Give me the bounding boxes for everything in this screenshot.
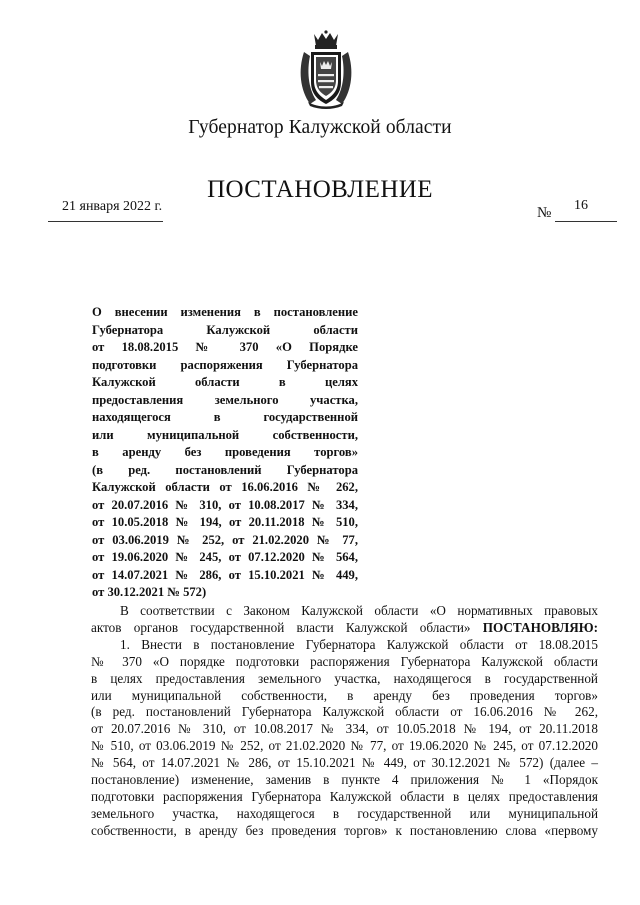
subject-line: от 18.08.2015 № 370 «О Порядке bbox=[92, 340, 358, 354]
item-line: № 370 «О порядке подготовки распоряжения Губернатора Калужской области bbox=[91, 653, 598, 669]
subject-line: в аренду без проведения торгов» bbox=[92, 445, 358, 459]
issuing-authority: Губернатор Калужской области bbox=[188, 117, 452, 138]
subject-line: от 14.07.2021 № 286, от 15.10.2021 № 449, bbox=[92, 567, 358, 582]
subject-line: от 19.06.2020 № 245, от 07.12.2020 № 564, bbox=[92, 550, 358, 564]
item-line: земельного участка, находящегося в государственной или муниципальной bbox=[91, 805, 598, 821]
subject-line: Губернатора Калужской области bbox=[92, 322, 358, 337]
subject-line: от 30.12.2021 № 572) bbox=[92, 585, 207, 599]
subject-line: от 03.06.2019 № 252, от 21.02.2020 № 77, bbox=[92, 532, 358, 547]
decree-colon: : bbox=[593, 619, 598, 635]
document-subject bbox=[92, 304, 358, 602]
item-line: № 564, от 14.07.2021 № 286, от 15.10.2021 № 449, от 30.12.2021 № 572) (далее – bbox=[91, 755, 598, 771]
subject-line: предоставления земельного участка, bbox=[92, 392, 358, 407]
coat-of-arms-emblem bbox=[296, 30, 356, 110]
document-date: 21 января 2022 г. bbox=[62, 199, 163, 214]
subject-line: Калужской области от 16.06.2016 № 262, bbox=[92, 480, 358, 494]
item-line: № 510, от 03.06.2019 № 252, от 21.02.2020 № 77, от 19.06.2020 № 245, от 07.12.2020 bbox=[91, 738, 598, 754]
subject-line: подготовки распоряжения Губернатора bbox=[92, 357, 358, 372]
document-number: 16 bbox=[574, 198, 588, 213]
document-type-title: ПОСТАНОВЛЕНИЕ bbox=[207, 176, 433, 203]
item-line: в целях предоставления земельного участка, находящегося в государственной bbox=[91, 670, 598, 686]
date-underline bbox=[48, 221, 163, 222]
subject-line: Калужской области в целях bbox=[92, 375, 358, 389]
subject-line: от 10.05.2018 № 194, от 20.11.2018 № 510, bbox=[92, 515, 358, 529]
subject-line: (в ред. постановлений Губернатора bbox=[92, 462, 358, 477]
subject-line: находящегося в государственной bbox=[92, 410, 358, 424]
number-label: № bbox=[537, 205, 552, 221]
item-line: или муниципальной собственности, в аренду без проведения торгов» bbox=[91, 687, 598, 703]
number-underline bbox=[555, 221, 617, 222]
subject-line: или муниципальной собственности, bbox=[92, 427, 358, 442]
subject-line: от 20.07.2016 № 310, от 10.08.2017 № 334, bbox=[92, 497, 358, 512]
item-line: постановление) изменение, заменив в пункте 4 приложения № 1 «Порядок bbox=[91, 772, 598, 788]
preamble-text: актов органов государственной власти Калужской области» bbox=[91, 619, 471, 635]
preamble-line-with-decree bbox=[91, 620, 598, 637]
item-line: собственности, в аренду без проведения торгов» к постановлению слова «первому bbox=[91, 822, 598, 838]
subject-line: О внесении изменения в постановление bbox=[92, 305, 358, 319]
item-line: подготовки распоряжения Губернатора Калужской области в целях предоставления bbox=[91, 788, 598, 804]
preamble-line: В соответствии с Законом Калужской области «О нормативных правовых bbox=[120, 603, 598, 618]
decree-word: ПОСТАНОВЛЯЮ bbox=[482, 619, 594, 635]
item-line: от 20.07.2016 № 310, от 10.08.2017 № 334, от 10.05.2018 № 194, от 20.11.2018 bbox=[91, 721, 598, 737]
document-body bbox=[91, 603, 598, 840]
item-line: (в ред. постановлений Губернатора Калужской области от 16.06.2016 № 262, bbox=[91, 704, 598, 720]
item-line: 1. Внести в постановление Губернатора Калужской области от 18.08.2015 bbox=[120, 636, 598, 652]
